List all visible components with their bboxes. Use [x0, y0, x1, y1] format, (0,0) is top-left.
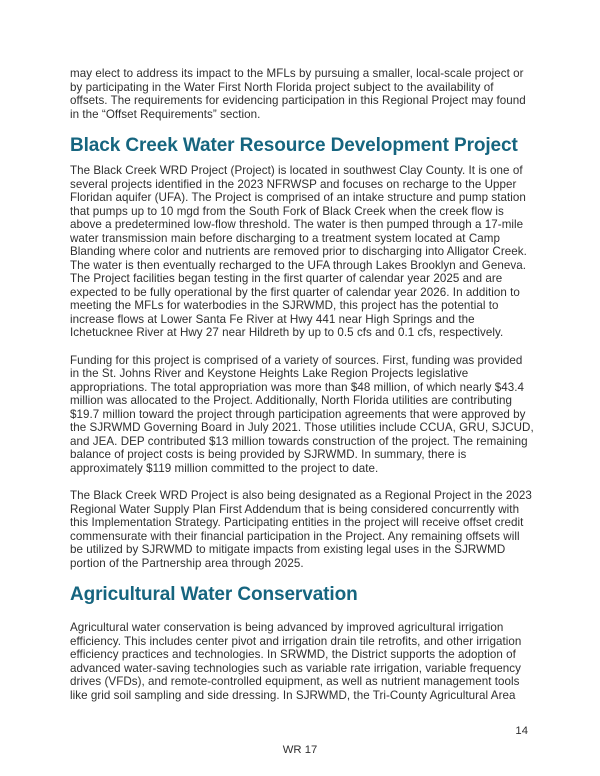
section-heading-agricultural-water-conservation: Agricultural Water Conservation [70, 584, 358, 605]
agricultural-paragraph-1: Agricultural water conservation is being advanced by improved agricultural irrigation efficiency. This includes center pivot and irrigation drain tile retrofits, and other irrigation efficiency practices and technologies. In SRWMD, the District supports the adoption of advanced water-saving technologies such as variable rate irrigation, variable frequency drives (VFDs), and remote-controlled equipment, as well as nutrient management tools like grid soil sampling and side dressing. In SJRWMD, the Tri-County Agricultural Area [70, 621, 522, 702]
black-creek-paragraph-2: Funding for this project is comprised of a variety of sources. First, funding was provided in the St. Johns River and Keystone Heights Lake Region Projects legislative appropriations. The total appropriation was more than $48 million, of which nearly $43.4 million was allocated to the Project. Additionally, North Florida utilities are contributing $19.7 million toward the project through participation agreements that were approved by the SJRWMD Governing Board in July 2021. Those utilities include CCUA, GRU, SJCUD, and JEA. DEP contributed $13 million towards construction of the project. The remaining balance of project costs is being provided by SJRWMD. In summary, there is approximately $119 million committed to the project to date. [70, 353, 534, 475]
page-number: 14 [515, 725, 528, 737]
page-content [70, 67, 534, 716]
black-creek-paragraph-3: The Black Creek WRD Project is also being designated as a Regional Project in the 2023 Regional Water Supply Plan First Addendum that is being considered concurrently with this Implementation Strategy. Participating entities in the project will receive offset credit commensurate with their financial participation in the Project. Any remaining offsets will be utilized by SJRWMD to mitigate impacts from existing legal uses in the SJRWMD portion of the Partnership area through 2025. [70, 489, 532, 570]
footer-doc-label: WR 17 [282, 744, 318, 756]
black-creek-paragraph-1: The Black Creek WRD Project (Project) is located in southwest Clay County. It is one of several projects identified in the 2023 NFRWSP and focuses on recharge to the Upper Floridan aquifer (UFA). The Project is comprised of an intake structure and pump station that pumps up to 10 mgd from the South Fork of Black Creek when the creek flow is above a predetermined low-flow threshold. The water is then pumped through a 17-mile water transmission main before discharging to a treatment system located at Camp Blanding where color and nutrients are removed prior to discharging into Alligator Creek. The water is then eventually recharged to the UFA through Lakes Brooklyn and Geneva. The Project facilities began testing in the first quarter of calendar year 2025 and are expected to be fully operational by the first quarter of calendar year 2026. In addition to meeting the MFLs for waterbodies in the SJRWMD, this project has the potential to increase flows at Lower Santa Fe River at Hwy 441 near High Springs and the Ichetucknee River at Hwy 27 near Hildreth by up to 0.5 cfs and 0.1 cfs, respectively. [70, 164, 527, 339]
intro-paragraph: may elect to address its impact to the MFLs by pursuing a smaller, local-scale project or by participating in the Water First North Florida project subject to the availability of offsets. The requirements for evidencing participation in this Regional Project may found in the “Offset Requirements” section. [70, 67, 526, 121]
section-heading-black-creek-project: Black Creek Water Resource Development Project [70, 135, 518, 156]
